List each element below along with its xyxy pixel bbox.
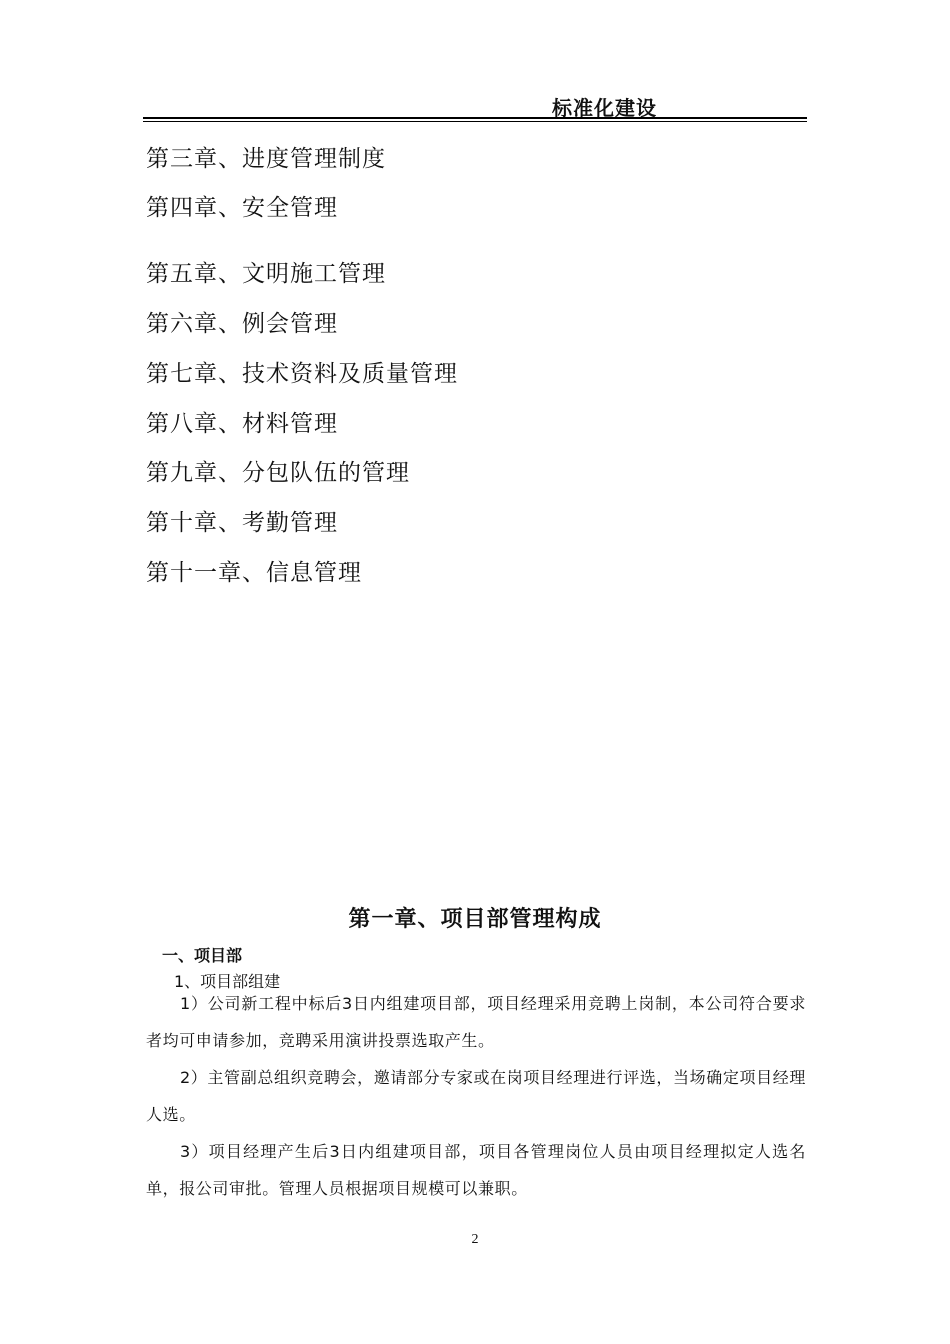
header-title: 标准化建设 — [552, 96, 657, 120]
toc-item: 第三章、进度管理制度 — [146, 146, 386, 172]
paragraph: 3）项目经理产生后3日内组建项目部，项目各管理岗位人员由项目经理拟定人选名单，报公司审批。管理人员根据项目规模可以兼职。 — [146, 1142, 806, 1198]
subsection-heading: 1、项目部组建 — [174, 972, 281, 991]
toc-item: 第九章、分包队伍的管理 — [146, 460, 410, 486]
toc-item: 第四章、安全管理 — [146, 195, 338, 221]
toc-item: 第十章、考勤管理 — [146, 510, 338, 536]
toc-item: 第六章、例会管理 — [146, 311, 338, 337]
chapter-title: 第一章、项目部管理构成 — [348, 907, 602, 932]
toc-item: 第十一章、信息管理 — [146, 560, 362, 586]
paragraph: 2）主管副总组织竞聘会，邀请部分专家或在岗项目经理进行评选，当场确定项目经理人选。 — [146, 1068, 806, 1124]
toc-item: 第五章、文明施工管理 — [146, 261, 386, 287]
header-rule-thin — [143, 121, 807, 122]
toc-item: 第八章、材料管理 — [146, 411, 338, 437]
header-rule-thick — [143, 117, 807, 119]
paragraph: 1）公司新工程中标后3日内组建项目部，项目经理采用竞聘上岗制，本公司符合要求者均可申请参加，竞聘采用演讲投票选取产生。 — [146, 994, 806, 1050]
page-number: 2 — [471, 1232, 479, 1247]
section-heading: 一、项目部 — [162, 946, 243, 965]
toc-item: 第七章、技术资料及质量管理 — [146, 361, 458, 387]
